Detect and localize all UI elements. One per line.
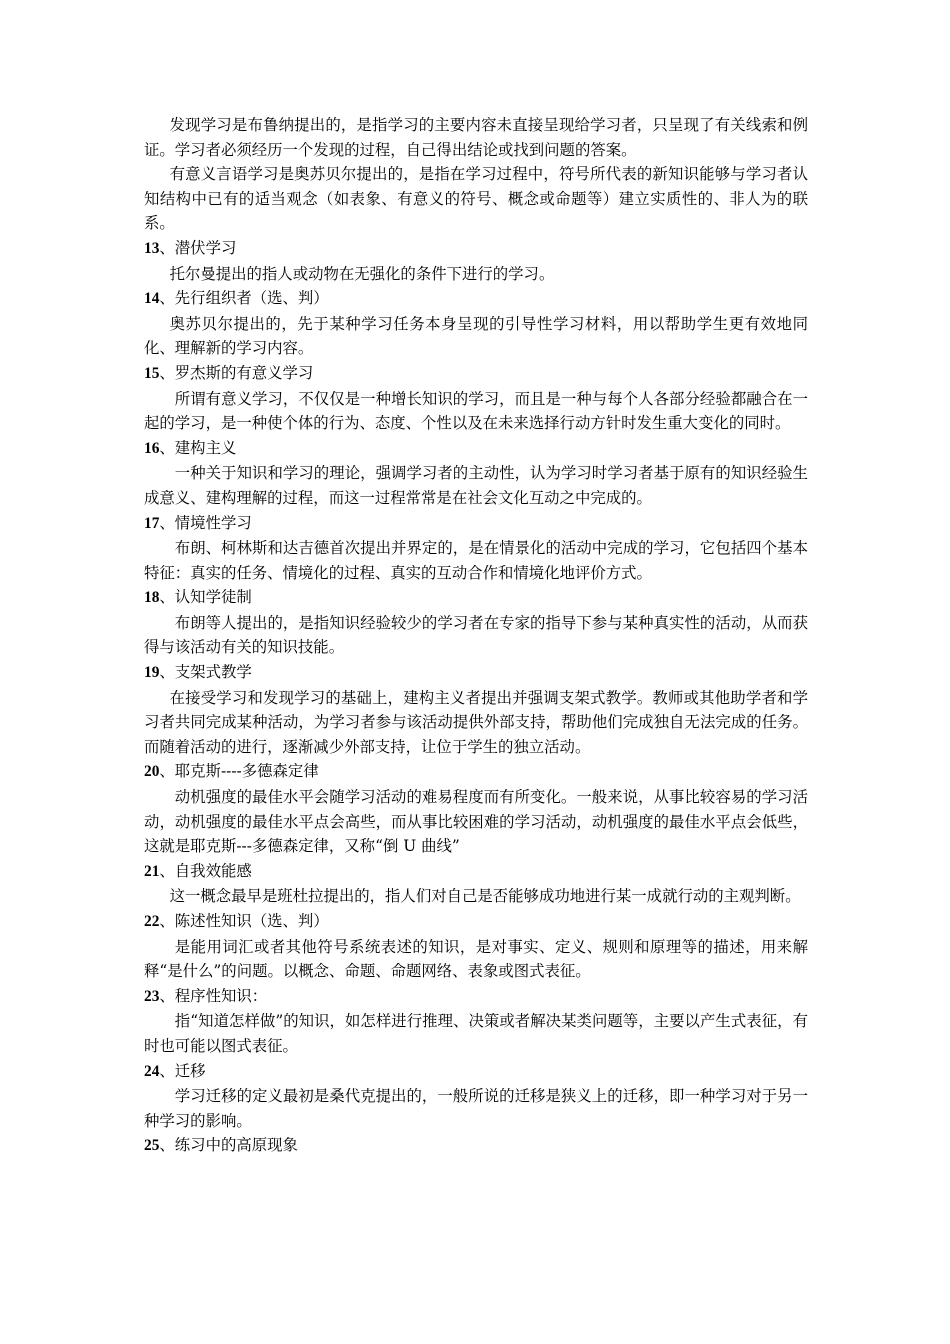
section-body: 学习迁移的定义最初是桑代克提出的，一般所说的迁移是狭义上的迁移，即一种学习对于另一种学习的影响。	[144, 1087, 808, 1130]
section-title: 、程序性知识：	[159, 986, 268, 1005]
section-title: 、先行组织者（选、判）	[159, 289, 329, 308]
section-number: 17	[144, 514, 160, 532]
section-number: 19	[144, 664, 160, 682]
section-body: 托尔曼提出的指人或动物在无强化的条件下进行的学习。	[169, 264, 555, 283]
section-number: 13	[144, 239, 160, 257]
section-body: 这一概念最早是班杜拉提出的，指人们对自己是否能够成功地进行某一成就行动的主观判断。	[169, 887, 801, 906]
section-heading	[144, 909, 808, 935]
document-page	[144, 113, 808, 1159]
section-heading	[144, 1059, 808, 1085]
section-number: 21	[144, 862, 160, 880]
section-body: 布朗、柯林斯和达吉德首次提出并界定的，是在情景化的活动中完成的学习，它包括四个基本特征：真实的任务、情境化的过程、真实的互动合作和情境化地评价方式。	[144, 539, 808, 582]
section-title: 、陈述性知识（选、判）	[159, 912, 329, 930]
section-heading	[144, 585, 808, 611]
paragraph-meaningful-verbal-learning: 有意义言语学习是奥苏贝尔提出的，是指在学习过程中，符号所代表的新知识能够与学习者认知结构中已有的适当观念（如表象、有意义的符号、概念或命题等）建立实质性的、非人为的联系。	[144, 165, 808, 233]
section-body: 动机强度的最佳水平会随学习活动的难易程度而有所变化。一般来说，从事比较容易的学习活动，动机强度的最佳水平点会高些，而从事比较困难的学习活动，动机强度的最佳水平点会低些，这就是耶克斯---多德森定律，又称“倒 U 曲线”	[144, 788, 808, 856]
section-title: 、自我效能感	[159, 861, 252, 880]
section-title: 、认知学徒制	[159, 588, 252, 607]
paragraph-discovery-learning: 发现学习是布鲁纳提出的，是指学习的主要内容未直接呈现给学习者，只呈现了有关线索和例证。学习者必须经历一个发现的过程，自己得出结论或找到问题的答案。	[144, 116, 808, 159]
section-number: 18	[144, 589, 160, 607]
section-number: 23	[144, 987, 160, 1005]
section-title: 、练习中的高原现象	[159, 1136, 298, 1155]
section-body: 布朗等人提出的，是指知识经验较少的学习者在专家的指导下参与某种真实性的活动，从而获得与该活动有关的知识技能。	[144, 613, 808, 657]
section-heading	[144, 660, 808, 686]
section-title: 、建构主义	[159, 438, 237, 457]
section-number: 14	[144, 290, 160, 308]
section-title: 、罗杰斯的有意义学习	[159, 363, 314, 382]
section-heading	[144, 984, 808, 1010]
section-title: 、潜伏学习	[159, 238, 237, 257]
section-heading	[144, 1133, 808, 1159]
section-number: 20	[144, 763, 160, 781]
section-number: 22	[144, 913, 160, 930]
section-title: 、耶克斯----多德森定律	[159, 762, 319, 781]
section-body: 一种关于知识和学习的理论，强调学习者的主动性，认为学习时学习者基于原有的知识经验生成意义、建构理解的过程，而这一过程常常是在社会文化互动之中完成的。	[144, 464, 808, 507]
section-number: 24	[144, 1062, 160, 1080]
section-heading	[144, 436, 808, 462]
section-body: 所谓有意义学习，不仅仅是一种增长知识的学习，而且是一种与每个人各部分经验都融合在一起的学习，是一种使个体的行为、态度、个性以及在未来选择行动方针时发生重大变化的同时。	[144, 389, 808, 433]
section-body: 在接受学习和发现学习的基础上，建构主义者提出并强调支架式教学。教师或其他助学者和学习者共同完成某种活动，为学习者参与该活动提供外部支持，帮助他们完成独自无法完成的任务。而随着活动的进行，逐渐减少外部支持，让位于学生的独立活动。	[144, 688, 808, 756]
section-body: 奥苏贝尔提出的，先于某种学习任务本身呈现的引导性学习材料，用以帮助学生更有效地同化、理解新的学习内容。	[144, 314, 808, 358]
section-title: 、情境性学习	[159, 513, 252, 532]
section-heading	[144, 286, 808, 312]
section-number: 16	[144, 439, 160, 457]
section-heading	[144, 859, 808, 885]
section-title: 、迁移	[159, 1061, 206, 1080]
section-title: 、支架式教学	[159, 663, 252, 682]
section-body: 指“知道怎样做”的知识，如怎样进行推理、决策或者解决某类问题等，主要以产生式表征，有时也可能以图式表征。	[144, 1012, 808, 1055]
section-heading	[144, 759, 808, 785]
section-body: 是能用词汇或者其他符号系统表述的知识，是对事实、定义、规则和原理等的描述，用来解释“是什么”的问题。以概念、命题、命题网络、表象或图式表征。	[144, 937, 808, 981]
section-number: 25	[144, 1137, 160, 1155]
section-heading	[144, 511, 808, 537]
section-number: 15	[144, 364, 160, 382]
section-heading	[144, 361, 808, 387]
section-heading	[144, 236, 808, 262]
